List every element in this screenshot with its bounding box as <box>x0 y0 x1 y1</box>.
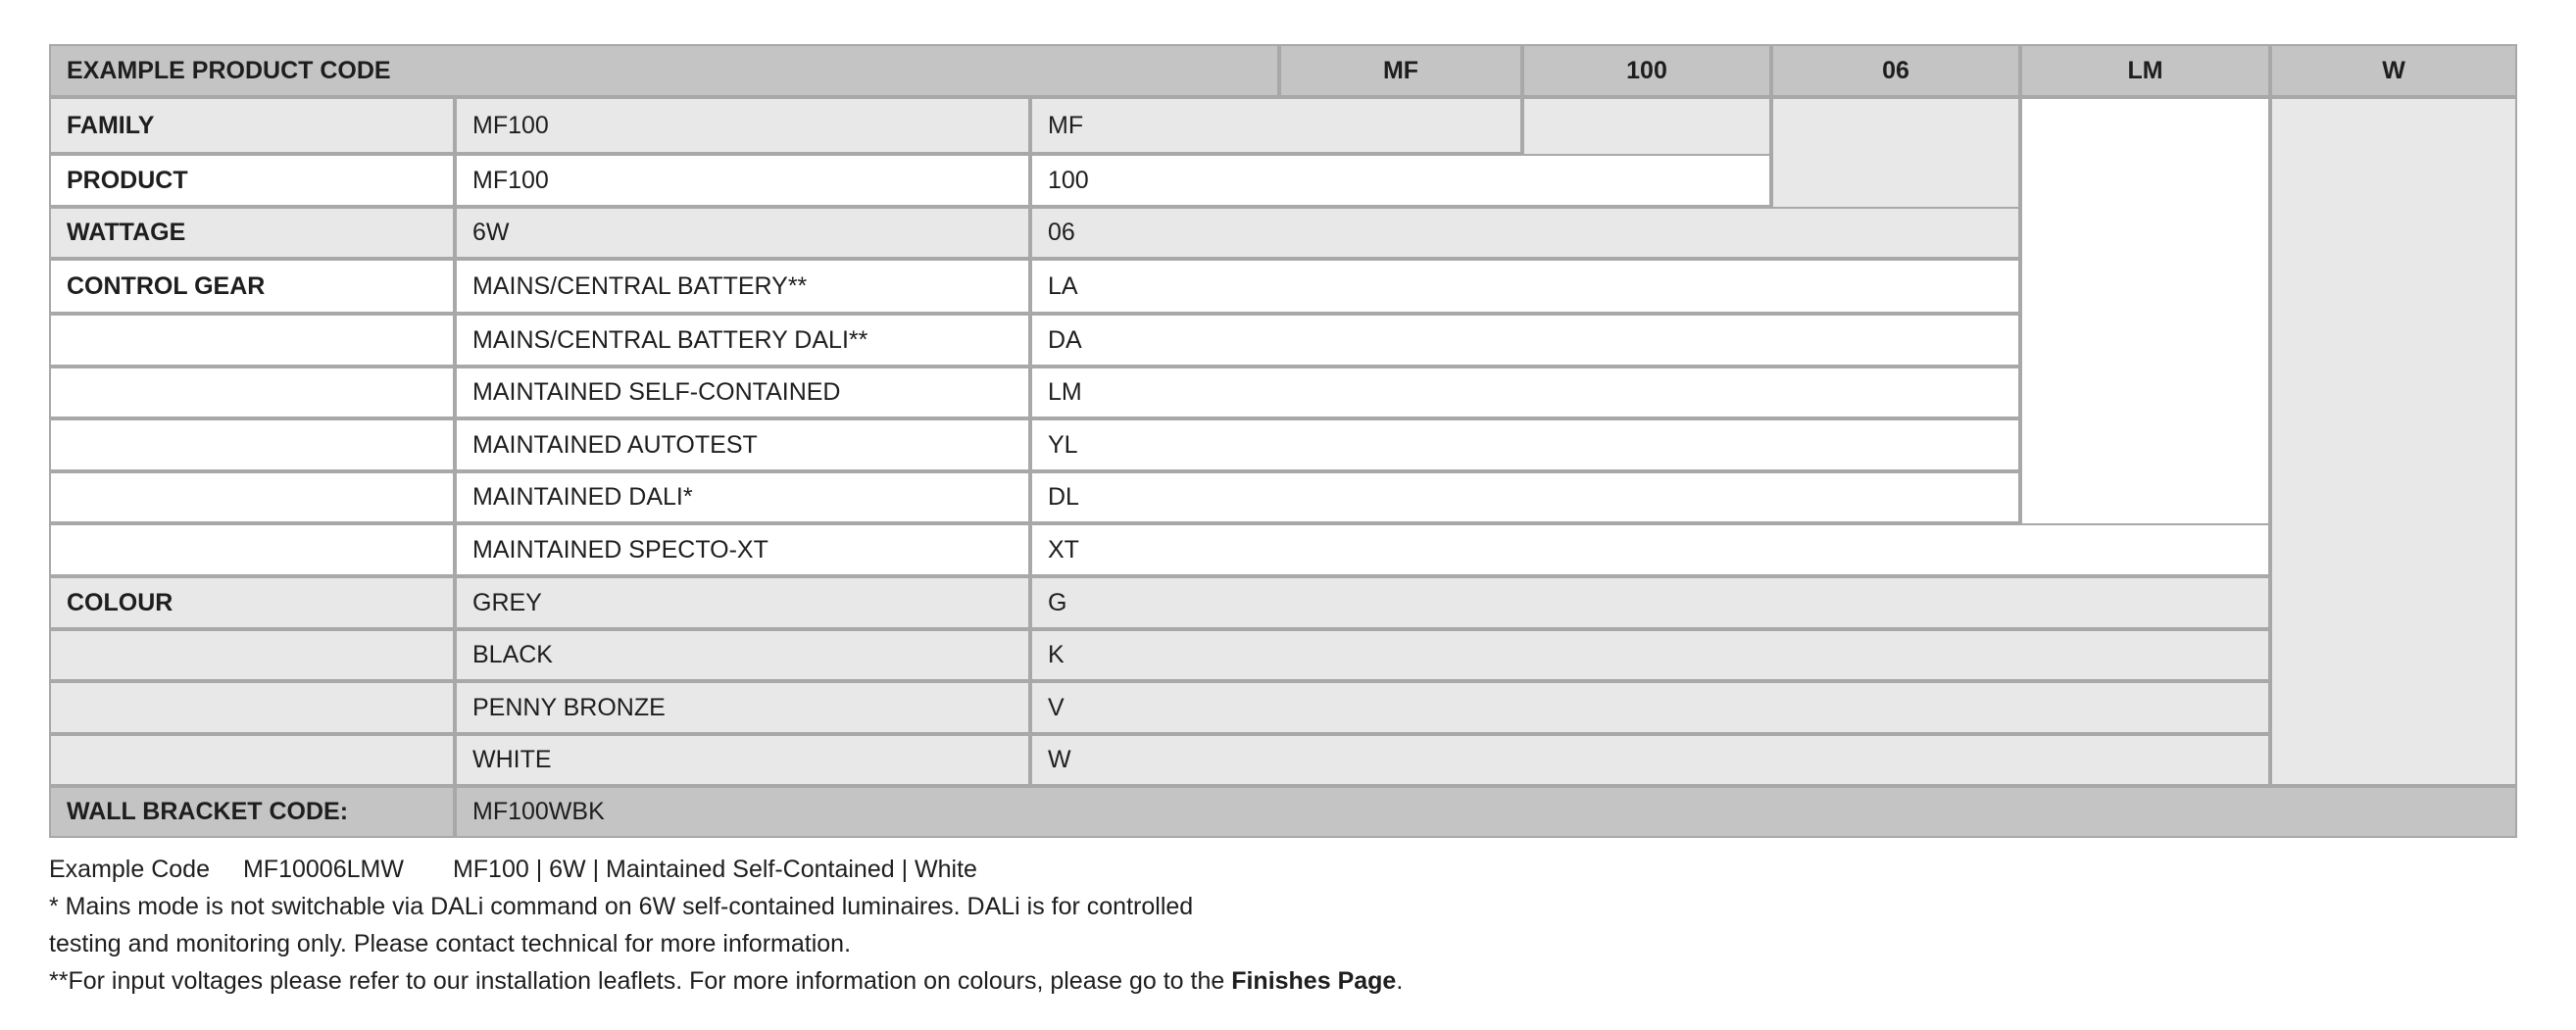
example-code-line <box>49 851 1403 888</box>
row-label <box>49 367 455 418</box>
row-label-text: WATTAGE <box>67 219 186 246</box>
row-code <box>1030 681 2270 734</box>
row-code <box>1030 314 2020 367</box>
row-code <box>1030 367 2020 418</box>
row-code-text: 100 <box>1048 166 1089 194</box>
row-label <box>49 471 455 523</box>
header-code-w-text: W <box>2382 56 2405 84</box>
row-code-text: LA <box>1048 271 1078 300</box>
example-code-value: MF10006LMW <box>242 856 404 883</box>
row-description-text: MAINS/CENTRAL BATTERY DALI** <box>472 325 868 354</box>
footnote-voltage-text: **For input voltages please refer to our installation leaflets. For more information on colours, please go to the <box>49 967 1232 995</box>
footnote-voltage-end: . <box>1396 967 1404 995</box>
row-code-text: LM <box>1048 378 1082 406</box>
finishes-page-link[interactable]: Finishes Page <box>1231 967 1397 995</box>
row-label <box>49 576 455 629</box>
row-label <box>49 97 455 154</box>
row-label <box>49 629 455 681</box>
header-title-cell <box>49 44 1279 97</box>
wall-bracket-value-text: MF100WBK <box>472 798 605 825</box>
header-code-mf-text: MF <box>1382 56 1419 84</box>
row-code <box>1030 523 2270 576</box>
row-code <box>1030 734 2270 786</box>
header-title-cell-text: EXAMPLE PRODUCT CODE <box>67 56 391 84</box>
header-code-w <box>2270 44 2517 97</box>
wall-bracket-label-text: WALL BRACKET CODE: <box>67 798 349 825</box>
header-code-100-text: 100 <box>1626 56 1667 84</box>
row-code <box>1030 259 2020 314</box>
code-column-fill <box>2270 97 2517 786</box>
row-label-text: FAMILY <box>67 111 155 139</box>
row-description-text: MAINTAINED SELF-CONTAINED <box>472 378 841 406</box>
row-code-text: MF <box>1048 111 1084 139</box>
row-description <box>455 367 1030 418</box>
row-code <box>1030 418 2020 471</box>
header-code-06-text: 06 <box>1882 56 1909 84</box>
row-description <box>455 523 1030 576</box>
row-description-text: PENNY BRONZE <box>472 693 666 721</box>
row-code-text: DL <box>1048 483 1079 511</box>
code-column-fill <box>2020 97 2270 576</box>
row-description-text: MAINS/CENTRAL BATTERY** <box>472 271 808 300</box>
row-label <box>49 259 455 314</box>
header-code-lm-text: LM <box>2127 56 2163 84</box>
row-description-text: MAINTAINED AUTOTEST <box>472 430 758 459</box>
row-label-text: CONTROL GEAR <box>67 271 266 300</box>
row-description <box>455 259 1030 314</box>
row-label-text: PRODUCT <box>67 166 188 194</box>
row-code-text: XT <box>1048 535 1079 564</box>
row-code-text: G <box>1048 588 1067 616</box>
row-code <box>1030 629 2270 681</box>
row-label <box>49 314 455 367</box>
example-code-label: Example Code <box>49 856 210 883</box>
row-label <box>49 681 455 734</box>
wall-bracket-label <box>49 786 455 838</box>
row-code-text: K <box>1048 641 1065 668</box>
notes-section <box>49 851 1403 1000</box>
row-description-text: BLACK <box>472 641 553 668</box>
row-code-text: 06 <box>1048 219 1075 246</box>
row-description <box>455 314 1030 367</box>
row-description-text: MAINTAINED SPECTO-XT <box>472 535 768 564</box>
row-description-text: MF100 <box>472 111 549 139</box>
row-description-text: MAINTAINED DALI* <box>472 483 693 511</box>
row-code <box>1030 97 1522 154</box>
row-description <box>455 418 1030 471</box>
header-code-mf <box>1279 44 1522 97</box>
row-description <box>455 734 1030 786</box>
row-label <box>49 207 455 259</box>
row-code-text: DA <box>1048 325 1082 354</box>
row-description <box>455 629 1030 681</box>
row-description-text: GREY <box>472 588 542 616</box>
row-code <box>1030 471 2020 523</box>
row-description <box>455 207 1030 259</box>
row-code <box>1030 154 1771 207</box>
header-code-lm <box>2020 44 2270 97</box>
row-code-text: W <box>1048 746 1071 773</box>
row-label-text: COLOUR <box>67 588 173 616</box>
row-label <box>49 154 455 207</box>
row-label <box>49 734 455 786</box>
footnote-dali-line-2: testing and monitoring only. Please contact technical for more information. <box>49 930 852 957</box>
row-code-text: YL <box>1048 430 1078 459</box>
row-label <box>49 523 455 576</box>
row-description <box>455 681 1030 734</box>
row-description <box>455 576 1030 629</box>
example-code-description: MF100 | 6W | Maintained Self-Contained | White <box>452 856 977 883</box>
footnote-dali-line-1: * Mains mode is not switchable via DALi command on 6W self-contained luminaires. DALi is for controlled <box>49 893 1194 920</box>
footnote-voltage <box>49 962 1403 1000</box>
row-description <box>455 97 1030 154</box>
row-description-text: 6W <box>472 219 510 246</box>
row-code <box>1030 576 2270 629</box>
row-description-text: MF100 <box>472 166 549 194</box>
header-code-06 <box>1771 44 2020 97</box>
row-code-text: V <box>1048 693 1065 721</box>
wall-bracket-value <box>455 786 2517 838</box>
row-description <box>455 154 1030 207</box>
row-description <box>455 471 1030 523</box>
row-description-text: WHITE <box>472 746 552 773</box>
row-code <box>1030 207 2020 259</box>
header-code-100 <box>1522 44 1771 97</box>
row-label <box>49 418 455 471</box>
